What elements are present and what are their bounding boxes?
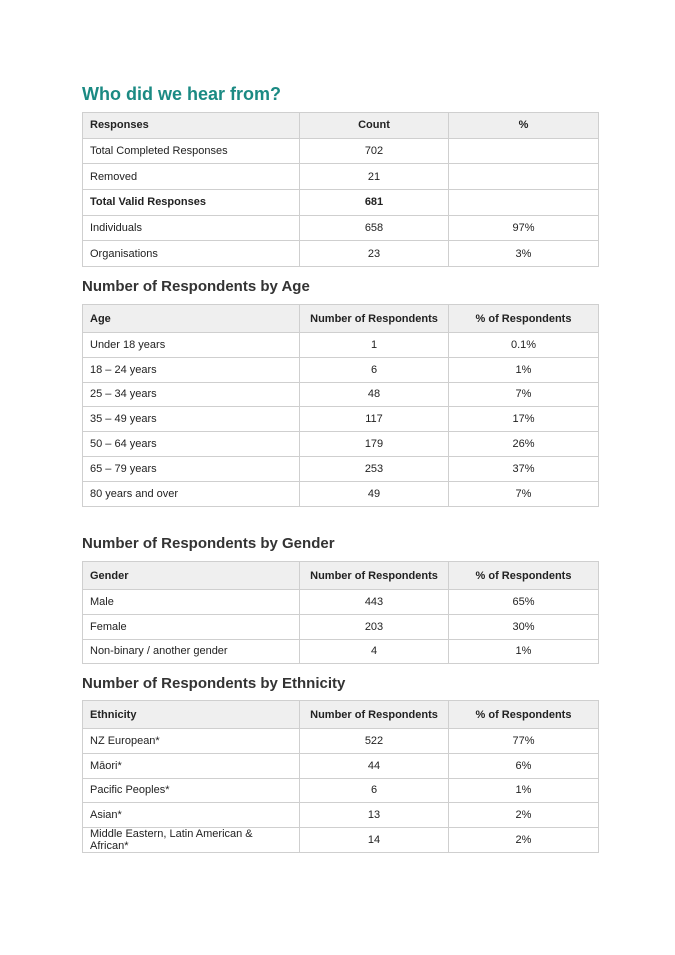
row-label: 80 years and over xyxy=(83,481,300,506)
row-label: Organisations xyxy=(83,241,300,267)
row-count: 253 xyxy=(300,456,449,481)
row-percent: 30% xyxy=(449,614,599,639)
row-count: 702 xyxy=(300,138,449,164)
row-label: 50 – 64 years xyxy=(83,432,300,457)
table-row xyxy=(83,215,599,241)
row-label: Asian* xyxy=(83,803,300,828)
column-header-percent: % xyxy=(449,113,599,139)
row-percent: 77% xyxy=(449,729,599,754)
row-label: 18 – 24 years xyxy=(83,357,300,382)
table-row xyxy=(83,614,599,639)
row-count: 443 xyxy=(300,590,449,615)
row-percent: 65% xyxy=(449,590,599,615)
row-percent: 26% xyxy=(449,432,599,457)
row-label: Total Completed Responses xyxy=(83,138,300,164)
row-percent: 1% xyxy=(449,778,599,803)
row-label: Male xyxy=(83,590,300,615)
table-row xyxy=(83,778,599,803)
age-section-title: Number of Respondents by Age xyxy=(82,278,310,295)
row-count: 1 xyxy=(300,333,449,358)
row-percent: 7% xyxy=(449,481,599,506)
table-header-row xyxy=(83,305,599,333)
row-count: 179 xyxy=(300,432,449,457)
table-row xyxy=(83,138,599,164)
row-percent xyxy=(449,138,599,164)
row-percent: 2% xyxy=(449,828,599,853)
row-count: 48 xyxy=(300,382,449,407)
column-header-percent: % of Respondents xyxy=(449,701,599,729)
row-count: 44 xyxy=(300,753,449,778)
row-label: Middle Eastern, Latin American & African* xyxy=(83,828,300,853)
row-label: Non-binary / another gender xyxy=(83,639,300,664)
table-row xyxy=(83,729,599,754)
row-label: 25 – 34 years xyxy=(83,382,300,407)
row-percent xyxy=(449,190,599,216)
table-row xyxy=(83,590,599,615)
table-row xyxy=(83,639,599,664)
row-label: NZ European* xyxy=(83,729,300,754)
row-label: Under 18 years xyxy=(83,333,300,358)
row-count: 203 xyxy=(300,614,449,639)
table-header-row xyxy=(83,113,599,139)
responses-table xyxy=(82,112,599,267)
row-percent xyxy=(449,164,599,190)
row-count: 4 xyxy=(300,639,449,664)
row-label: Removed xyxy=(83,164,300,190)
table-row xyxy=(83,753,599,778)
table-row xyxy=(83,164,599,190)
column-header-gender: Gender xyxy=(83,562,300,590)
row-label: 35 – 49 years xyxy=(83,407,300,432)
ethnicity-section-title: Number of Respondents by Ethnicity xyxy=(82,675,346,692)
row-percent: 3% xyxy=(449,241,599,267)
table-row xyxy=(83,432,599,457)
column-header-number: Number of Respondents xyxy=(300,701,449,729)
column-header-percent: % of Respondents xyxy=(449,305,599,333)
row-count: 658 xyxy=(300,215,449,241)
table-row xyxy=(83,803,599,828)
table-header-row xyxy=(83,562,599,590)
row-percent: 1% xyxy=(449,639,599,664)
row-count: 6 xyxy=(300,357,449,382)
row-label: Female xyxy=(83,614,300,639)
row-count: 23 xyxy=(300,241,449,267)
row-percent: 7% xyxy=(449,382,599,407)
row-percent: 1% xyxy=(449,357,599,382)
table-row-total xyxy=(83,190,599,216)
column-header-number: Number of Respondents xyxy=(300,305,449,333)
row-percent: 37% xyxy=(449,456,599,481)
table-row xyxy=(83,481,599,506)
table-row xyxy=(83,407,599,432)
row-percent: 6% xyxy=(449,753,599,778)
column-header-count: Count xyxy=(300,113,449,139)
column-header-ethnicity: Ethnicity xyxy=(83,701,300,729)
row-count: 117 xyxy=(300,407,449,432)
table-row xyxy=(83,333,599,358)
row-count: 522 xyxy=(300,729,449,754)
row-count: 681 xyxy=(300,190,449,216)
row-count: 49 xyxy=(300,481,449,506)
column-header-responses: Responses xyxy=(83,113,300,139)
row-label: Total Valid Responses xyxy=(83,190,300,216)
row-count: 21 xyxy=(300,164,449,190)
table-row xyxy=(83,828,599,853)
row-label: Pacific Peoples* xyxy=(83,778,300,803)
row-percent: 97% xyxy=(449,215,599,241)
gender-table xyxy=(82,561,599,664)
table-row xyxy=(83,241,599,267)
row-percent: 17% xyxy=(449,407,599,432)
row-label: 65 – 79 years xyxy=(83,456,300,481)
row-count: 14 xyxy=(300,828,449,853)
row-label: Māori* xyxy=(83,753,300,778)
row-count: 13 xyxy=(300,803,449,828)
row-label: Individuals xyxy=(83,215,300,241)
table-header-row xyxy=(83,701,599,729)
table-row xyxy=(83,456,599,481)
age-table xyxy=(82,304,599,507)
row-count: 6 xyxy=(300,778,449,803)
column-header-age: Age xyxy=(83,305,300,333)
column-header-number: Number of Respondents xyxy=(300,562,449,590)
table-row xyxy=(83,382,599,407)
table-row xyxy=(83,357,599,382)
ethnicity-table xyxy=(82,700,599,853)
row-percent: 2% xyxy=(449,803,599,828)
page-title: Who did we hear from? xyxy=(82,84,282,104)
gender-section-title: Number of Respondents by Gender xyxy=(82,535,335,552)
column-header-percent: % of Respondents xyxy=(449,562,599,590)
row-percent: 0.1% xyxy=(449,333,599,358)
